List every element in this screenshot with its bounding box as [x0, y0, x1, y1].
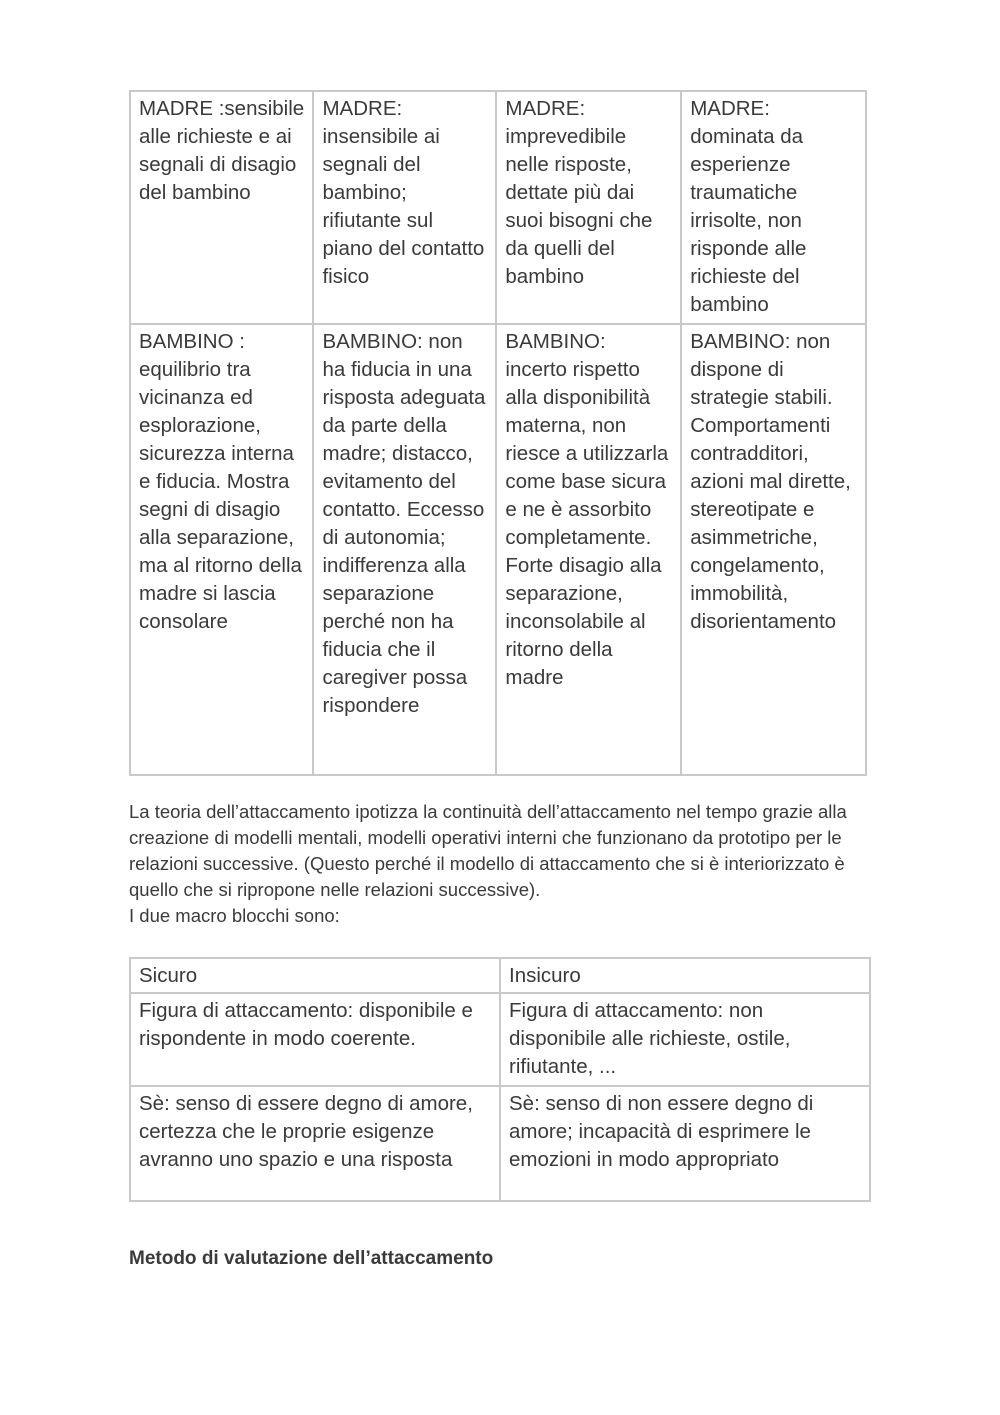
- attachment-styles-table: [129, 90, 867, 776]
- table-cell: MADRE: dominata da esperienze traumatiche irrisolte, non risponde alle richieste del bambino: [681, 91, 866, 324]
- table-cell: MADRE :sensibile alle richieste e ai segnali di disagio del bambino: [130, 91, 313, 324]
- header-cell-sicuro: Sicuro: [130, 958, 500, 993]
- table-cell: BAMBINO : equilibrio tra vicinanza ed esplorazione, sicurezza interna e fiducia. Mostra segni di disagio alla separazione, ma al ritorno della madre si lascia consolare: [130, 324, 313, 775]
- paragraph-text: La teoria dell’attaccamento ipotizza la continuità dell’attaccamento nel tempo grazie alla creazione di modelli mentali, modelli operativi interni che funzionano da prototipo per le relazioni successive. (Questo perché il modello di attaccamento che si è interiorizzato è quello che si ripropone nelle relazioni successive).: [129, 801, 847, 900]
- table-row-se: [130, 1086, 870, 1201]
- paragraph-intro: I due macro blocchi sono:: [129, 905, 340, 926]
- table-cell: Figura di attaccamento: non disponibile alle richieste, ostile, rifiutante, ...: [500, 993, 870, 1086]
- header-cell-insicuro: Insicuro: [500, 958, 870, 993]
- table-cell: MADRE: insensibile ai segnali del bambino; rifiutante sul piano del contatto fisico: [313, 91, 496, 324]
- table-cell: Sè: senso di essere degno di amore, certezza che le proprie esigenze avranno uno spazio e una risposta: [130, 1086, 500, 1201]
- table-cell: BAMBINO: incerto rispetto alla disponibilità materna, non riesce a utilizzarla come base sicura e ne è assorbito completamente. Forte disagio alla separazione, inconsolabile al ritorno della madre: [496, 324, 681, 775]
- table-cell: Figura di attaccamento: disponibile e rispondente in modo coerente.: [130, 993, 500, 1086]
- macro-blocks-table: [129, 957, 871, 1202]
- table-row-figura: [130, 993, 870, 1086]
- table-cell: Sè: senso di non essere degno di amore; incapacità di esprimere le emozioni in modo appropriato: [500, 1086, 870, 1201]
- table-row-madre: [130, 91, 866, 324]
- section-heading: Metodo di valutazione dell’attaccamento: [129, 1248, 494, 1269]
- table-header-row: [130, 958, 870, 993]
- table-cell: BAMBINO: non dispone di strategie stabili. Comportamenti contradditori, azioni mal dirette, stereotipate e asimmetriche, congelamento, immobilità, disorientamento: [681, 324, 866, 775]
- table-row-bambino: [130, 324, 866, 775]
- table-cell: MADRE: imprevedibile nelle risposte, dettate più dai suoi bisogni che da quelli del bambino: [496, 91, 681, 324]
- table-cell: BAMBINO: non ha fiducia in una risposta adeguata da parte della madre; distacco, evitamento del contatto. Eccesso di autonomia; indifferenza alla separazione perché non ha fiducia che il caregiver possa rispondere: [313, 324, 496, 775]
- body-paragraph: [129, 799, 889, 929]
